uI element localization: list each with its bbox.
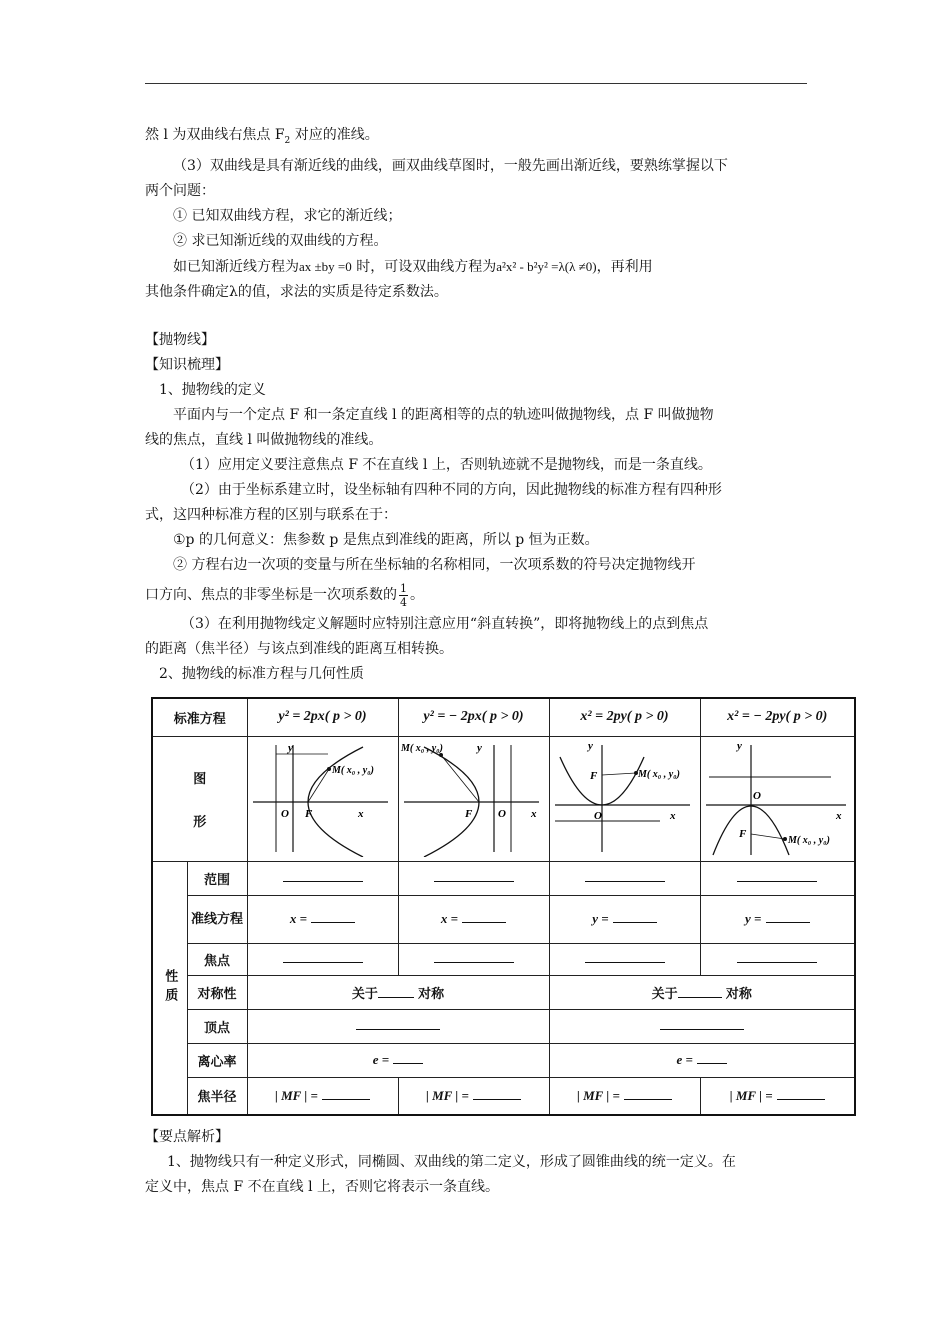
paragraph: （3）双曲线是具有渐近线的曲线，画双曲线草图时，一般先画出渐近线，要熟练掌握以下 bbox=[173, 157, 728, 174]
blank-cell bbox=[549, 861, 700, 895]
list-item: ② 方程右边一次项的变量与所在坐标轴的名称相同，一次项系数的符号决定抛物线开 bbox=[173, 557, 696, 573]
figure-cell bbox=[549, 736, 700, 861]
row-label-vertex: 顶点 bbox=[187, 1009, 247, 1043]
paragraph: 线的焦点，直线 l 叫做抛物线的准线。 bbox=[145, 432, 383, 448]
svg-text:M( x₀ , y₀): M( x₀ , y₀) bbox=[788, 834, 831, 846]
blank-cell bbox=[398, 943, 549, 975]
svg-text:y: y bbox=[587, 739, 593, 752]
blank-cell bbox=[549, 943, 700, 975]
parabola-left-figure bbox=[399, 737, 549, 857]
list-item: ①p 的几何意义：焦参数 p 是焦点到准线的距离，所以 p 恒为正数。 bbox=[173, 532, 599, 548]
body-text-top bbox=[145, 123, 807, 305]
blank-cell bbox=[549, 1009, 855, 1043]
svg-text:O: O bbox=[497, 807, 506, 820]
svg-text:x: x bbox=[530, 807, 537, 820]
blank-cell bbox=[700, 861, 855, 895]
blank-cell bbox=[700, 943, 855, 975]
section-heading: 【抛物线】 bbox=[145, 332, 215, 348]
fraction: $\frac{1}{4}$ bbox=[400, 581, 407, 609]
body-text-key-points bbox=[145, 1125, 807, 1200]
focal-radius-cell: | MF | = bbox=[398, 1077, 549, 1115]
blank-cell bbox=[247, 1009, 549, 1043]
row-label-eccentricity: 离心率 bbox=[187, 1043, 247, 1077]
property-group-label: 性质 bbox=[152, 861, 187, 1115]
svg-text:M( x₀ , y₀): M( x₀ , y₀) bbox=[331, 764, 374, 776]
eccentricity-cell: e = bbox=[247, 1043, 549, 1077]
focal-radius-cell: | MF | = bbox=[700, 1077, 855, 1115]
directrix-cell: y = bbox=[700, 895, 855, 943]
header-rule bbox=[145, 83, 807, 84]
section-heading: 【知识梳理】 bbox=[145, 357, 229, 373]
parabola-up-figure bbox=[550, 737, 700, 857]
row-label-directrix: 准线方程 bbox=[187, 895, 247, 943]
eccentricity-cell: e = bbox=[549, 1043, 855, 1077]
directrix-cell: y = bbox=[549, 895, 700, 943]
paragraph: （3）在利用抛物线定义解题时应特别注意应用“斜直转换”，即将抛物线上的点到焦点 bbox=[181, 616, 709, 632]
row-label-focal-radius: 焦半径 bbox=[187, 1077, 247, 1115]
directrix-cell: x = bbox=[247, 895, 398, 943]
parabola-right-figure bbox=[248, 737, 398, 857]
parabola-property-table bbox=[151, 697, 856, 1116]
paragraph: 平面内与一个定点 F 和一条定直线 l 的距离相等的点的轨迹叫做抛物线，点 F 叫做抛物 bbox=[173, 407, 714, 423]
figure-cell bbox=[247, 736, 398, 861]
list-item: ① 已知双曲线方程，求它的渐近线； bbox=[173, 207, 402, 224]
paragraph: 其他条件确定λ的值，求法的实质是待定系数法。 bbox=[145, 283, 448, 300]
paragraph: 口方向、焦点的非零坐标是一次项系数的 $\frac{1}{4}$ 。 bbox=[145, 581, 424, 609]
focal-radius-cell: | MF | = bbox=[549, 1077, 700, 1115]
directrix-cell: x = bbox=[398, 895, 549, 943]
row-label-range: 范围 bbox=[187, 861, 247, 895]
equation-cell: y² = 2px( p > 0) bbox=[247, 698, 398, 736]
svg-text:y: y bbox=[737, 739, 743, 752]
svg-text:F: F bbox=[304, 807, 312, 820]
svg-text:x: x bbox=[836, 809, 842, 822]
svg-text:O: O bbox=[593, 809, 602, 822]
figure-cell bbox=[398, 736, 549, 861]
subsection-heading: 1、抛物线的定义 bbox=[159, 382, 266, 398]
paragraph: 1、抛物线只有一种定义形式，同椭圆、双曲线的第二定义，形成了圆锥曲线的统一定义。在 bbox=[167, 1154, 736, 1170]
equation-cell: x² = 2py( p > 0) bbox=[549, 698, 700, 736]
svg-text:F: F bbox=[464, 807, 472, 820]
svg-text:M( x₀ , y₀): M( x₀ , y₀) bbox=[400, 742, 443, 754]
figure-cell bbox=[700, 736, 855, 861]
equation-cell: y² = − 2px( p > 0) bbox=[398, 698, 549, 736]
header-label: 标准方程 bbox=[152, 698, 247, 736]
blank-cell bbox=[247, 861, 398, 895]
svg-text:M( x₀ , y₀): M( x₀ , y₀) bbox=[637, 768, 680, 780]
blank-cell bbox=[247, 943, 398, 975]
paragraph: 定义中，焦点 F 不在直线 l 上，否则它将表示一条直线。 bbox=[145, 1179, 499, 1195]
svg-text:O: O bbox=[753, 789, 762, 802]
section-heading: 【要点解析】 bbox=[145, 1129, 229, 1145]
paragraph: 式，这四种标准方程的区别与联系在于： bbox=[145, 507, 397, 523]
svg-text:F: F bbox=[589, 769, 597, 782]
paragraph: 然 l 为双曲线右焦点 $F_2$ 对应的准线。 bbox=[145, 127, 379, 146]
list-item: ② 求已知渐近线的双曲线的方程。 bbox=[173, 232, 388, 249]
symmetry-cell: 关于 对称 bbox=[549, 975, 855, 1009]
svg-text:y: y bbox=[476, 741, 482, 754]
blank-cell bbox=[398, 861, 549, 895]
row-label-focus: 焦点 bbox=[187, 943, 247, 975]
svg-text:O: O bbox=[280, 807, 289, 820]
paragraph: 两个问题： bbox=[145, 182, 215, 199]
figure-label: 图 形 bbox=[152, 736, 247, 861]
parabola-down-figure bbox=[701, 737, 853, 857]
paragraph: （2）由于坐标系建立时，设坐标轴有四种不同的方向，因此抛物线的标准方程有四种形 bbox=[181, 482, 722, 498]
equation-cell: x² = − 2py( p > 0) bbox=[700, 698, 855, 736]
svg-text:F: F bbox=[739, 827, 747, 840]
focal-radius-cell: | MF | = bbox=[247, 1077, 398, 1115]
symmetry-cell: 关于 对称 bbox=[247, 975, 549, 1009]
paragraph: （1）应用定义要注意焦点 F 不在直线 l 上，否则轨迹就不是抛物线，而是一条直线。 bbox=[181, 457, 712, 473]
svg-text:x: x bbox=[669, 809, 676, 822]
body-text-parabola bbox=[145, 328, 807, 687]
row-label-symmetry: 对称性 bbox=[187, 975, 247, 1009]
svg-text:y: y bbox=[287, 741, 293, 754]
paragraph: 的距离（焦半径）与该点到准线的距离互相转换。 bbox=[145, 641, 453, 657]
subsection-heading: 2、抛物线的标准方程与几何性质 bbox=[159, 666, 364, 682]
svg-text:x: x bbox=[357, 807, 364, 820]
paragraph: 如已知渐近线方程为ax ±by =0 时，可设双曲线方程为a²x² - b²y² =λ(λ ≠0)，再利用 bbox=[173, 258, 653, 275]
